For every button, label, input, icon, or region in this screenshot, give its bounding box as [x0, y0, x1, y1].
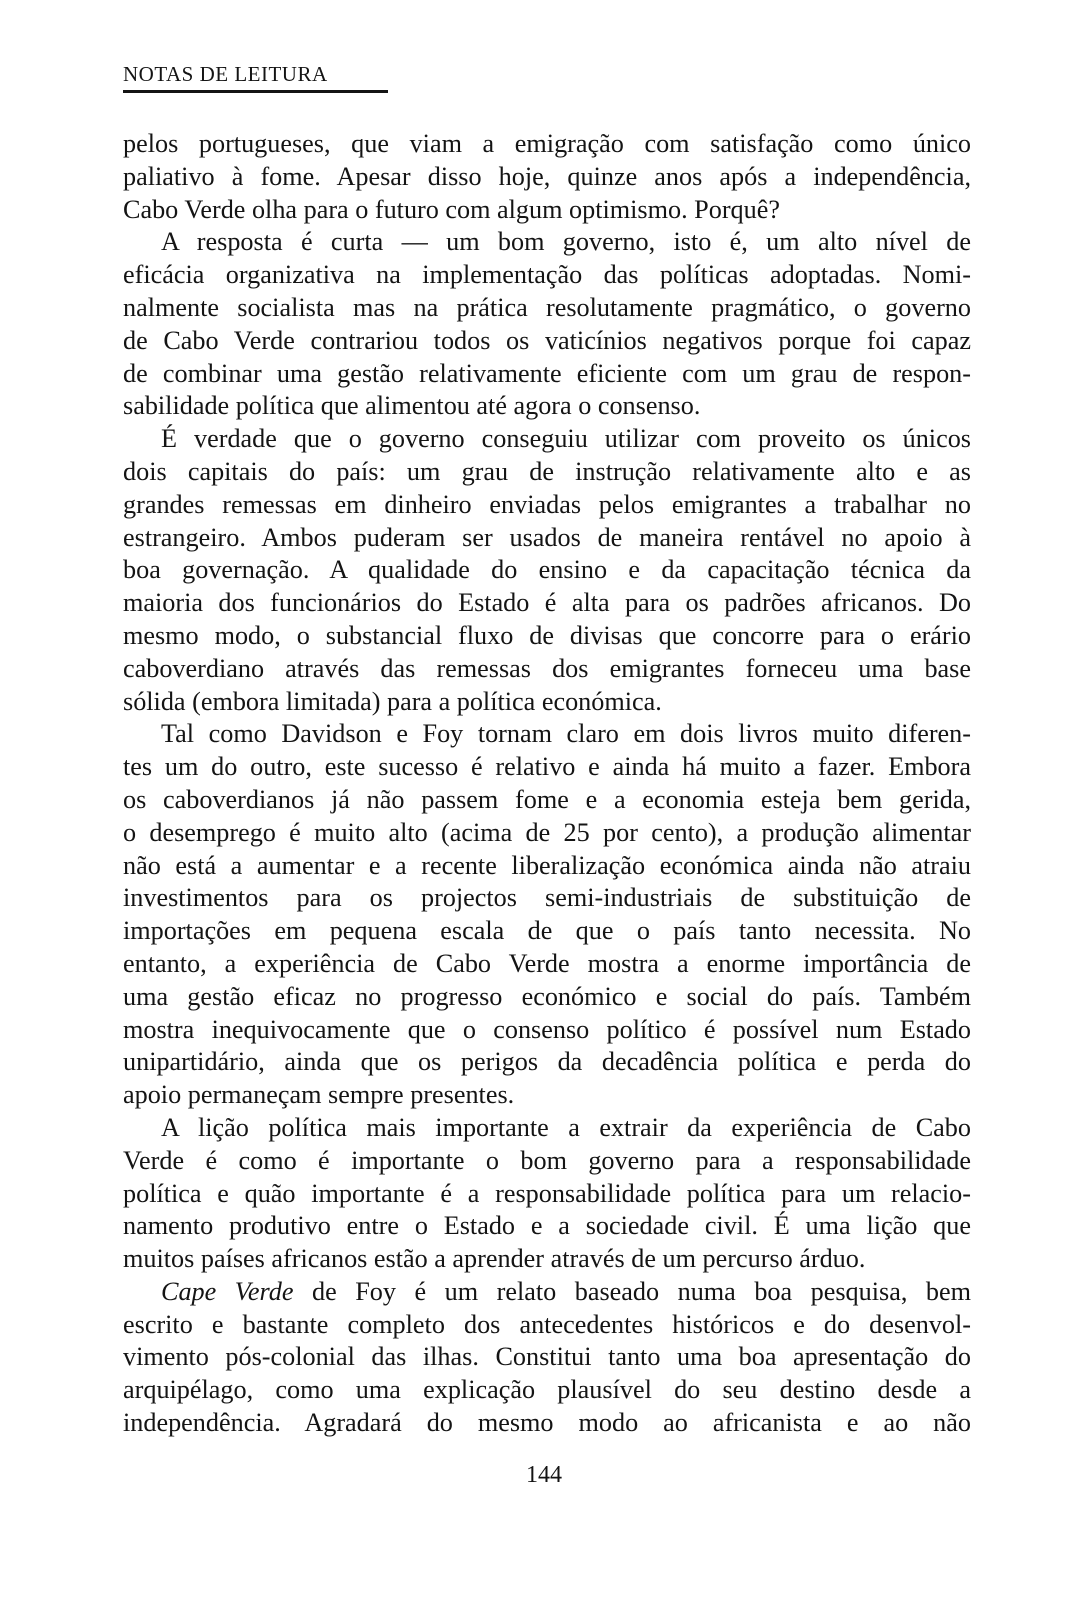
text-line: uma gestão eficaz no progresso económico e social do país. Também: [123, 981, 971, 1011]
text-line: nalmente socialista mas na prática resolutamente pragmático, o governo: [123, 292, 971, 322]
text-line: o desemprego é muito alto (acima de 25 por cento), a produção alimentar: [123, 817, 971, 847]
text-line: importações em pequena escala de que o país tanto necessita. No: [123, 916, 971, 946]
paragraph-4: [123, 718, 971, 1112]
text-line: vimento pós-colonial das ilhas. Constitui tanto uma boa apresentação do: [123, 1342, 971, 1372]
text-line: grandes remessas em dinheiro enviadas pelos emigrantes a trabalhar no: [123, 489, 971, 519]
text-line: sólida (embora limitada) para a política económica.: [123, 686, 662, 716]
text-line: paliativo à fome. Apesar disso hoje, quinze anos após a independência,: [123, 161, 971, 191]
text-line: Tal como Davidson e Foy tornam claro em dois livros muito diferen-: [161, 719, 971, 749]
text-line: A lição política mais importante a extrair da experiência de Cabo: [161, 1112, 971, 1142]
running-head: NOTAS DE LEITURA: [123, 60, 388, 93]
text-line: sabilidade política que alimentou até agora o consenso.: [123, 391, 701, 421]
text-line: investimentos para os projectos semi-industriais de substituição de: [123, 883, 971, 913]
text-line: independência. Agradará do mesmo modo ao africanista e ao não: [123, 1408, 971, 1438]
text-line: mostra inequivocamente que o consenso político é possível num Estado: [123, 1014, 971, 1044]
text-line: unipartidário, ainda que os perigos da decadência política e perda do: [123, 1047, 971, 1077]
text-line: caboverdiano através das remessas dos emigrantes forneceu uma base: [123, 653, 971, 683]
text-line: eficácia organizativa na implementação das políticas adoptadas. Nomi-: [123, 260, 971, 290]
text-line: Verde é como é importante o bom governo para a responsabilidade: [123, 1145, 971, 1175]
book-title: Cape Verde: [161, 1276, 294, 1306]
text-line: estrangeiro. Ambos puderam ser usados de maneira rentável no apoio à: [123, 522, 971, 552]
text-line: política e quão importante é a responsabilidade política para um relacio-: [123, 1178, 971, 1208]
body-text: [123, 128, 971, 1440]
page-number: 144: [526, 1462, 562, 1488]
text-line: [123, 1276, 971, 1309]
text-line: de Cabo Verde contrariou todos os vaticínios negativos porque foi capaz: [123, 325, 971, 355]
paragraph-3: [123, 423, 971, 718]
text-fragment: de Foy é um relato baseado numa boa pesquisa, bem: [293, 1276, 971, 1306]
paragraph-2: [123, 226, 971, 423]
text-line: muitos países africanos estão a aprender através de um percurso árduo.: [123, 1244, 866, 1274]
text-line: mesmo modo, o substancial fluxo de divisas que concorre para o erário: [123, 620, 971, 650]
text-line: os caboverdianos já não passem fome e a economia esteja bem gerida,: [123, 784, 971, 814]
text-line: Cabo Verde olha para o futuro com algum optimismo. Porquê?: [123, 194, 780, 224]
paragraph-5: [123, 1112, 971, 1276]
text-line: boa governação. A qualidade do ensino e da capacitação técnica da: [123, 555, 971, 585]
text-line: de combinar uma gestão relativamente eficiente com um grau de respon-: [123, 358, 971, 388]
text-line: escrito e bastante completo dos antecedentes históricos e do desenvol-: [123, 1309, 971, 1339]
text-line: entanto, a experiência de Cabo Verde mostra a enorme importância de: [123, 948, 971, 978]
text-line: arquipélago, como uma explicação plausível do seu destino desde a: [123, 1375, 971, 1405]
text-line: maioria dos funcionários do Estado é alta para os padrões africanos. Do: [123, 588, 971, 618]
text-line: A resposta é curta — um bom governo, isto é, um alto nível de: [161, 227, 971, 257]
text-line: namento produtivo entre o Estado e a sociedade civil. É uma lição que: [123, 1211, 971, 1241]
text-line: pelos portugueses, que viam a emigração com satisfação como único: [123, 129, 971, 158]
text-line: tes um do outro, este sucesso é relativo e ainda há muito a fazer. Embora: [123, 752, 971, 782]
text-line: dois capitais do país: um grau de instrução relativamente alto e as: [123, 456, 971, 486]
paragraph-6: [123, 1276, 971, 1440]
text-line: não está a aumentar e a recente liberalização económica ainda não atraiu: [123, 850, 971, 880]
text-line: apoio permaneçam sempre presentes.: [123, 1080, 515, 1110]
paragraph-1: [123, 128, 971, 226]
text-line: É verdade que o governo conseguiu utilizar com proveito os únicos: [161, 424, 971, 454]
